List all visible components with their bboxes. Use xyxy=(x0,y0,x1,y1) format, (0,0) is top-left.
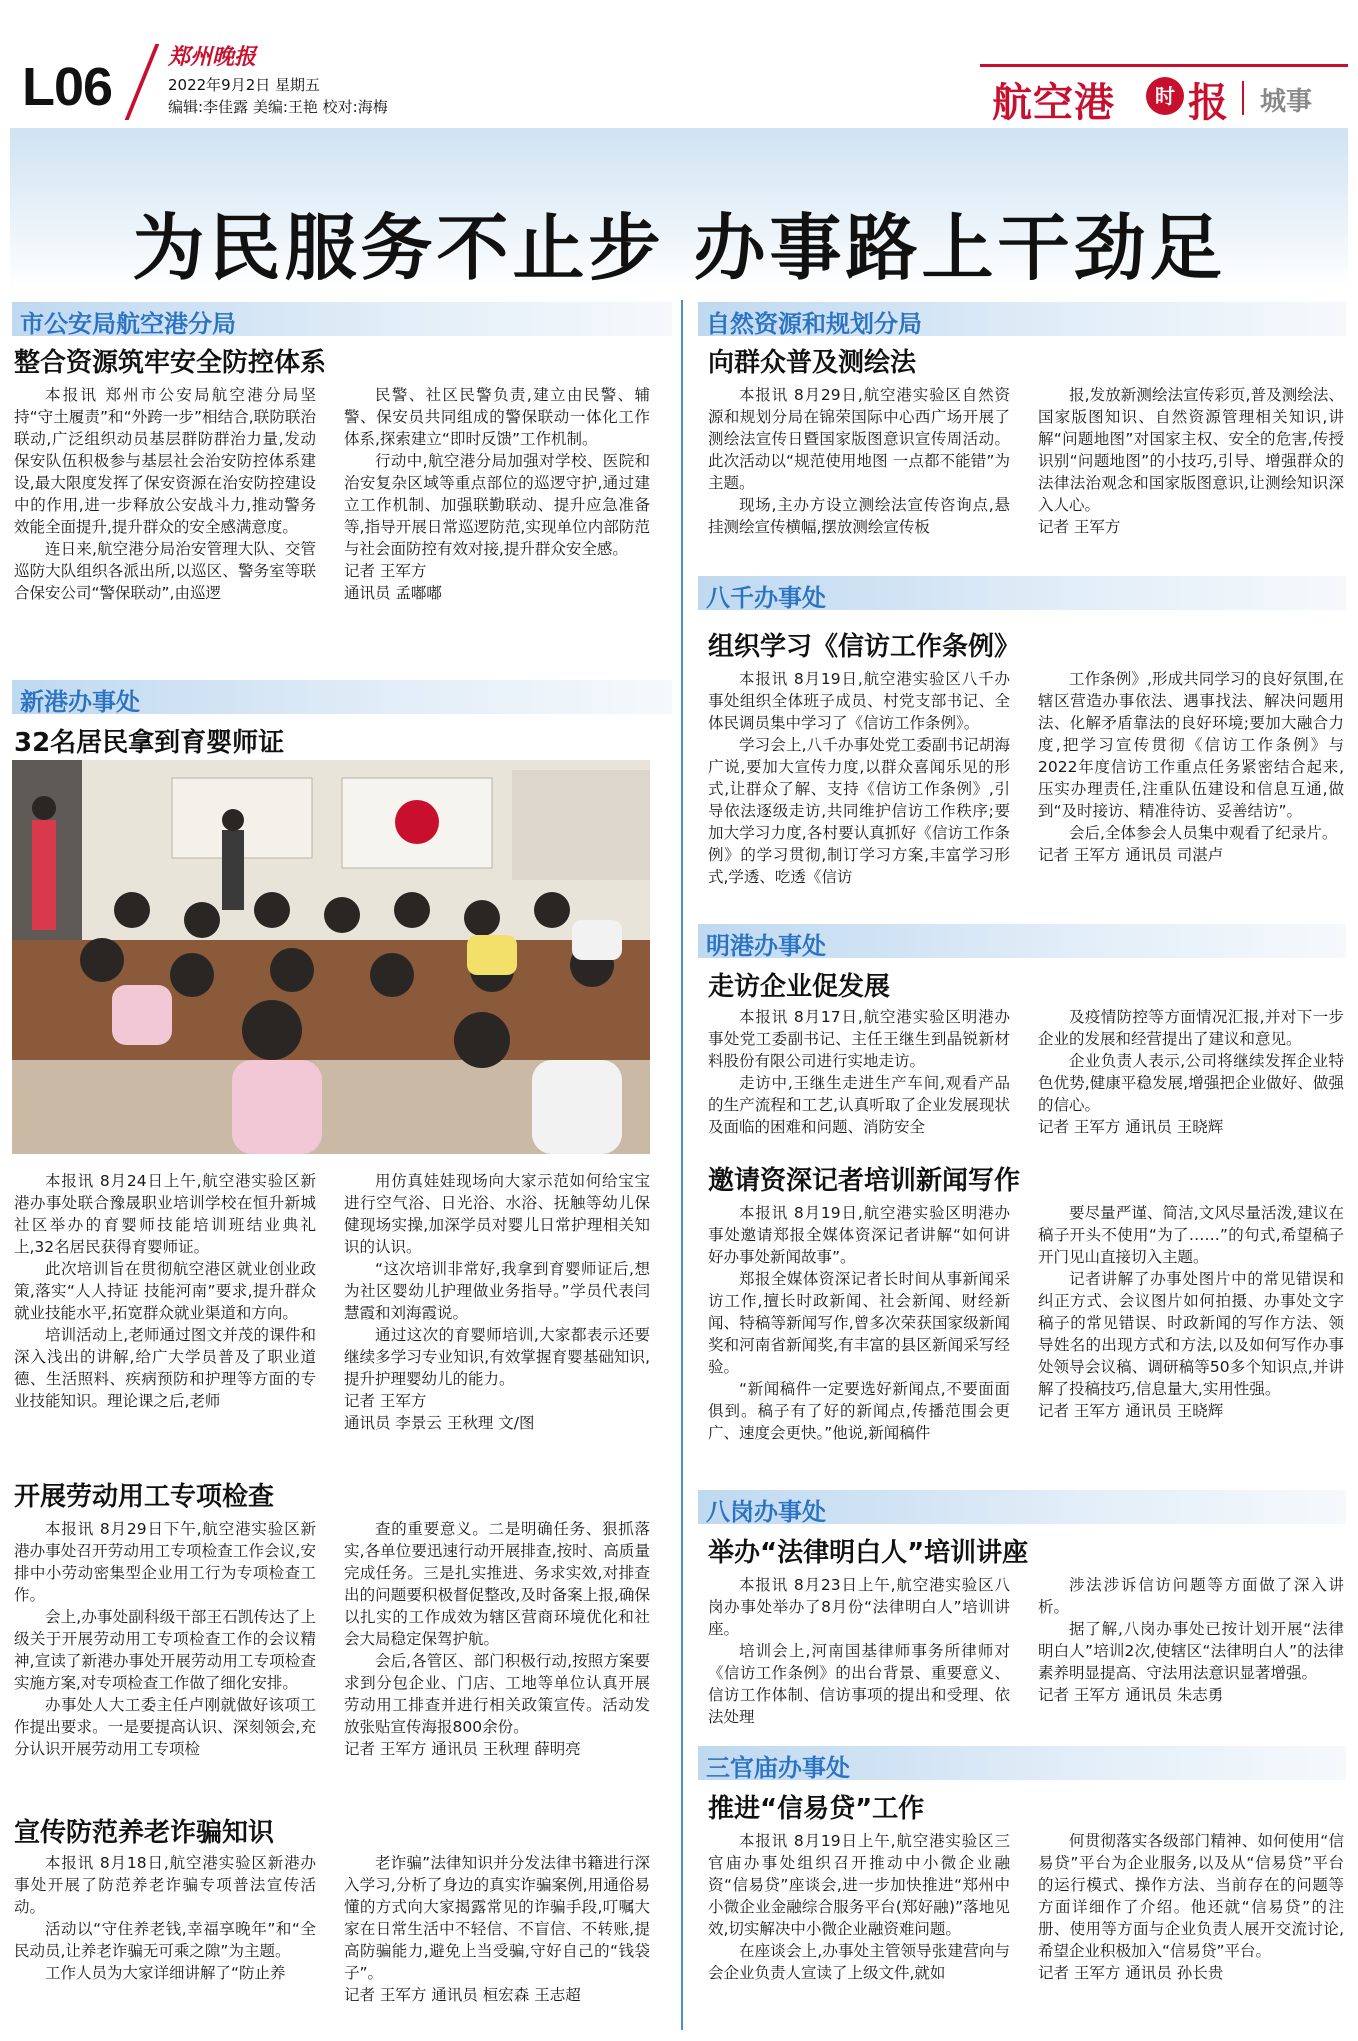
paragraph: 老诈骗”法律知识并分发法律书籍进行深入学习,分析了身边的真实诈骗案例,用通俗易懂的方式向大家揭露常见的诈骗手段,叮嘱大家在日常生活中不轻信、不盲信、不转账,提高防骗能力,避免上当受骗,守好自己的“钱袋子”。 xyxy=(344,1854,650,1982)
issue-date: 2022年9月2日 星期五 xyxy=(168,76,321,94)
headline-banner xyxy=(10,128,1348,290)
paragraph: 本报讯 8月19日,航空港实验区八千办事处组织全体班子成员、村党支部书记、全体民调员集中学习了《信访工作条例》。 xyxy=(708,670,1010,732)
masthead-slash xyxy=(125,44,160,120)
article-body-labor-col2 xyxy=(344,1518,650,1782)
section-label: 八岗办事处 xyxy=(706,1498,826,1526)
editor-credits: 编辑:李佳露 美编:王艳 校对:海梅 xyxy=(168,98,388,116)
brand-suffix: 报 xyxy=(1188,80,1228,126)
article-body-xingang-col1 xyxy=(14,1170,316,1420)
paragraph: 据了解,八岗办事处已按计划开展“法律明白人”培训2次,使辖区“法律明白人”的法律素养明显提高、守法用法意识显著增强。 xyxy=(1038,1620,1344,1682)
paragraph: 本报讯 8月17日,航空港实验区明港办事处党工委副书记、主任王继生到晶锐新材料股份有限公司进行实地走访。 xyxy=(708,1008,1010,1070)
section-label: 八千办事处 xyxy=(706,584,826,612)
article-credit: 记者 王军方 通讯员 王秋理 薛明亮 xyxy=(344,1740,581,1758)
page-number: L06 xyxy=(22,57,113,117)
article-credit: 记者 王军方 xyxy=(344,1392,427,1410)
paragraph: 查的重要意义。二是明确任务、狠抓落实,各单位要迅速行动开展排查,按时、高质量完成任务。三是扎实推进、务求实效,对排查出的问题要积极督促整改,及时备案上报,确保以扎实的工作成效为辖区营商环境优化和社会大局稳定保驾护航。 xyxy=(344,1520,650,1648)
paragraph: 工作人员为大家详细讲解了“防止养 xyxy=(45,1964,286,1982)
paragraph: 用仿真娃娃现场向大家示范如何给宝宝进行空气浴、日光浴、水浴、抚触等幼儿保健现场实操,加深学员对婴儿日常护理相关知识的认识。 xyxy=(344,1172,650,1256)
paragraph: 本报讯 8月18日,航空港实验区新港办事处开展了防范养老诈骗专项普法宣传活动。 xyxy=(14,1854,316,1916)
brand-divider xyxy=(1242,81,1244,115)
article-title-baqian: 组织学习《信访工作条例》 xyxy=(708,632,1021,662)
section-label: 新港办事处 xyxy=(20,688,140,716)
paragraph: 办事处人大工委主任卢刚就做好该项工作提出要求。一是要提高认识、深刻领会,充分认识开展劳动用工专项检 xyxy=(14,1696,316,1758)
brand-name: 航空港 xyxy=(992,80,1115,126)
article-title-bagang: 举办“法律明白人”培训讲座 xyxy=(708,1538,1029,1568)
photo-illustration xyxy=(12,760,650,1154)
section-label: 市公安局航空港分局 xyxy=(20,310,236,338)
section-header-nature xyxy=(698,302,1346,336)
paragraph: 在座谈会上,办事处主管领导张建营向与会企业负责人宣读了上级文件,就如 xyxy=(708,1942,1010,1982)
paragraph: 本报讯 8月19日上午,航空港实验区三官庙办事处组织召开推动中小微企业融资“信易贷”座谈会,进一步加快推进“郑州中小微企业金融综合服务平台(郑好融)”落地见效,切实解决中小微企业融资难问题。 xyxy=(708,1832,1010,1938)
paragraph: 民警、社区民警负责,建立由民警、辅警、保安员共同组成的警保联动一体化工作体系,探索建立“即时反馈”工作机制。 xyxy=(344,386,650,448)
article-credit: 记者 王军方 通讯员 司湛卢 xyxy=(1038,846,1224,864)
article-credit: 记者 王军方 通讯员 朱志勇 xyxy=(1038,1686,1224,1704)
paragraph: 本报讯 8月23日上午,航空港实验区八岗办事处举办了8月份“法律明白人”培训讲座。 xyxy=(708,1576,1010,1638)
article-body-labor-col1 xyxy=(14,1518,316,1782)
article-title-xingang: 32名居民拿到育婴师证 xyxy=(14,728,285,758)
article-credit: 通讯员 孟嘟嘟 xyxy=(344,584,442,602)
article-body-fraud-col2 xyxy=(344,1852,650,2032)
article-body-bagang-col2 xyxy=(1038,1574,1344,1708)
article-body-reporter-col1 xyxy=(708,1202,1010,1460)
article-body-sanguanmiao-col1 xyxy=(708,1830,1010,2030)
paragraph: 培训会上,河南国基律师事务所律师对《信访工作条例》的出台背景、重要意义、信访工作体制、信访事项的提出和受理、依法处理 xyxy=(708,1642,1010,1726)
article-body-sanguanmiao-col2 xyxy=(1038,1830,1344,2030)
article-credit: 记者 王军方 xyxy=(1038,518,1121,536)
brand-circle-badge: 时 xyxy=(1146,77,1184,115)
article-body-reporter-col2 xyxy=(1038,1202,1344,1460)
article-title-fraud: 宣传防范养老诈骗知识 xyxy=(14,1818,275,1848)
paragraph: 本报讯 8月29日,航空港实验区自然资源和规划分局在锦荣国际中心西广场开展了测绘法宣传日暨国家版图意识宣传周活动。此次活动以“规范使用地图 一点都不能错”为主题。 xyxy=(708,386,1010,492)
article-body-xingang-col2 xyxy=(344,1170,650,1432)
section-label: 自然资源和规划分局 xyxy=(706,310,922,338)
article-credit: 记者 王军方 通讯员 王晓辉 xyxy=(1038,1402,1224,1420)
section-brand xyxy=(980,64,1348,126)
paragraph: 行动中,航空港分局加强对学校、医院和治安复杂区域等重点部位的巡逻守护,通过建立工作机制、加强联勤联动、提升应急准备等,指导开展日常巡逻防范,实现单位内部防范与社会面防控有效对接,提升群众安全感。 xyxy=(344,452,650,558)
paragraph: 走访中,王继生走进生产车间,观看产品的生产流程和工艺,认真听取了企业发展现状及面临的困难和问题、消防安全 xyxy=(708,1074,1010,1136)
article-title-labor: 开展劳动用工专项检查 xyxy=(14,1482,275,1512)
paragraph: 现场,主办方设立测绘法宣传咨询点,悬挂测绘宣传横幅,摆放测绘宣传板 xyxy=(708,496,1010,536)
article-title-reporter: 邀请资深记者培训新闻写作 xyxy=(708,1166,1021,1196)
paragraph: 活动以“守住养老钱,幸福享晚年”和“全民动员,让养老诈骗无可乘之隙”为主题。 xyxy=(14,1920,316,1960)
paragraph: 企业负责人表示,公司将继续发挥企业特色优势,健康平稳发展,增强把企业做好、做强的信心。 xyxy=(1038,1052,1344,1114)
article-body-bagang-col1 xyxy=(708,1574,1010,1726)
main-headline: 为民服务不止步 办事路上干劲足 xyxy=(132,206,1226,290)
paragraph: 此次培训旨在贯彻航空港区就业创业政策,落实“人人持证 技能河南”要求,提升群众就业技能水平,拓宽群众就业渠道和方向。 xyxy=(14,1260,316,1322)
section-header-bagang xyxy=(698,1490,1346,1524)
article-body-baqian-col1 xyxy=(708,668,1010,902)
article-credit: 记者 王军方 通讯员 桓宏森 王志超 xyxy=(344,1986,581,2004)
paragraph: 报,发放新测绘法宣传彩页,普及测绘法、国家版图知识、自然资源管理相关知识,讲解“问题地图”对国家主权、安全的危害,传授识别“问题地图”的小技巧,引导、增强群众的法律法治观念和国家版图意识,让测绘知识深入人心。 xyxy=(1038,386,1344,514)
masthead xyxy=(0,0,1358,128)
article-body-police-col2 xyxy=(344,384,650,646)
paragraph: 学习会上,八千办事处党工委副书记胡海广说,要加大宣传力度,以群众喜闻乐见的形式,让群众了解、支持《信访工作条例》,引导依法逐级走访,共同维护信访工作秩序;要加大学习力度,各村要认真抓好《信访工作条例》的学习贯彻,制订学习方案,丰富学习形式,学透、吃透《信访 xyxy=(708,736,1010,886)
paragraph: 及疫情防控等方面情况汇报,并对下一步企业的发展和经营提出了建议和意见。 xyxy=(1038,1008,1344,1048)
article-body-mingang-col2 xyxy=(1038,1006,1344,1148)
newspaper-name-logo: 郑州晚报 xyxy=(168,44,257,70)
article-body-nature-col2 xyxy=(1038,384,1344,556)
article-body-mingang-col1 xyxy=(708,1006,1010,1148)
section-name: 城事 xyxy=(1260,87,1313,117)
paragraph: 会后,全体参会人员集中观看了纪录片。 xyxy=(1069,824,1338,842)
column-divider xyxy=(681,300,683,2030)
paragraph: 本报讯 8月24日上午,航空港实验区新港办事处联合豫晟职业培训学校在恒升新城社区举办的育婴师技能培训班结业典礼上,32名居民获得育婴师证。 xyxy=(14,1172,316,1256)
section-header-police xyxy=(12,302,672,336)
paragraph: 何贯彻落实各级部门精神、如何使用“信易贷”平台为企业服务,以及从“信易贷”平台的运行模式、操作方法、当前存在的问题等方面详细作了介绍。他还就“信易贷”的注册、使用等方面与企业负责人展开交流讨论,希望企业积极加入“信易贷”平台。 xyxy=(1038,1832,1344,1960)
article-body-baqian-col2 xyxy=(1038,668,1344,902)
section-header-baqian xyxy=(698,576,1346,610)
paragraph: 工作条例》,形成共同学习的良好氛围,在辖区营造办事依法、遇事找法、解决问题用法、化解矛盾靠法的良好环境;要加大融合力度,把学习宣传贯彻《信访工作条例》与2022年度信访工作重点任务紧密结合起来,压实办理责任,注重队伍建设和信息互通,做到“及时接访、精准待访、妥善结访”。 xyxy=(1038,670,1344,820)
paragraph: 记者讲解了办事处图片中的常见错误和纠正方式、会议图片如何拍摄、办事处文字稿子的常见错误、时政新闻的写作方法、领导姓名的出现方式和方法,以及如何写作办事处领导会议稿、调研稿等50多个知识点,并讲解了投稿技巧,信息量大,实用性强。 xyxy=(1038,1270,1344,1398)
article-credit: 记者 王军方 通讯员 王晓辉 xyxy=(1038,1118,1224,1136)
paragraph: 要尽量严谨、简洁,文风尽量活泼,建议在稿子开头不使用“为了……”的句式,希望稿子开门见山直接切入主题。 xyxy=(1038,1204,1344,1266)
article-title-sanguanmiao: 推进“信易贷”工作 xyxy=(708,1794,925,1824)
article-title-mingang: 走访企业促发展 xyxy=(708,972,891,1002)
section-label: 明港办事处 xyxy=(706,932,826,960)
article-credit: 记者 王军方 通讯员 孙长贵 xyxy=(1038,1964,1224,1982)
paragraph: 通过这次的育婴师培训,大家都表示还要继续多学习专业知识,有效掌握育婴基础知识,提升护理婴幼儿的能力。 xyxy=(344,1326,650,1388)
paragraph: 涉法涉诉信访问题等方面做了深入讲析。 xyxy=(1038,1576,1344,1616)
article-body-nature-col1 xyxy=(708,384,1010,556)
article-title-nature: 向群众普及测绘法 xyxy=(708,348,917,378)
paragraph: 本报讯 郑州市公安局航空港分局坚持“守土履责”和“外跨一步”相结合,联防联治联动,广泛组织动员基层群防群治力量,发动保安队伍积极参与基层社会治安防控体系建设,最大限度发挥了保安资源在治安防控建设中的作用,进一步释放公安战斗力,推动警务效能全面提升,提升群众的安全感满意度。 xyxy=(14,386,316,536)
article-credit: 记者 王军方 xyxy=(344,562,427,580)
article-title-police: 整合资源筑牢安全防控体系 xyxy=(14,348,327,378)
section-header-xingang xyxy=(12,680,672,714)
section-header-mingang xyxy=(698,924,1346,958)
paragraph: “新闻稿件一定要选好新闻点,不要面面俱到。稿子有了好的新闻点,传播范围会更广、速度会更快。”他说,新闻稿件 xyxy=(708,1380,1010,1442)
paragraph: 本报讯 8月29日下午,航空港实验区新港办事处召开劳动用工专项检查工作会议,安排中小劳动密集型企业用工行为专项检查工作。 xyxy=(14,1520,316,1604)
article-body-police-col1 xyxy=(14,384,316,646)
paragraph: 郑报全媒体资深记者长时间从事新闻采访工作,擅长时政新闻、社会新闻、财经新闻、特稿等新闻写作,曾多次荣获国家级新闻奖和河南省新闻奖,有丰富的县区新闻采写经验。 xyxy=(708,1270,1010,1376)
section-header-sanguanmiao xyxy=(698,1746,1346,1780)
paragraph: 会后,各管区、部门积极行动,按照方案要求到分包企业、门店、工地等单位认真开展劳动用工排查并进行相关政策宣传。活动发放张贴宣传海报800余份。 xyxy=(344,1652,650,1736)
paragraph: 连日来,航空港分局治安管理大队、交管巡防大队组织各派出所,以巡区、警务室等联合保安公司“警保联动”,由巡逻 xyxy=(14,540,316,602)
article-body-fraud-col1 xyxy=(14,1852,316,2032)
section-label: 三官庙办事处 xyxy=(706,1754,850,1782)
paragraph: 培训活动上,老师通过图文并茂的课件和深入浅出的讲解,给广大学员普及了职业道德、生活照料、疾病预防和护理等方面的专业技能知识。理论课之后,老师 xyxy=(14,1326,316,1410)
article-credit: 通讯员 李景云 王秋理 文/图 xyxy=(344,1414,535,1432)
paragraph: 会上,办事处副科级干部王石凯传达了上级关于开展劳动用工专项检查工作的会议精神,宣读了新港办事处开展劳动用工专项检查实施方案,对专项检查工作做了细化安排。 xyxy=(14,1608,316,1692)
classroom-training-photo xyxy=(12,760,650,1154)
paragraph: 本报讯 8月19日,航空港实验区明港办事处邀请郑报全媒体资深记者讲解“如何讲好办事处新闻故事”。 xyxy=(708,1204,1010,1266)
paragraph: “这次培训非常好,我拿到育婴师证后,想为社区婴幼儿护理做业务指导。”学员代表闫慧霞和刘海霞说。 xyxy=(344,1260,650,1322)
